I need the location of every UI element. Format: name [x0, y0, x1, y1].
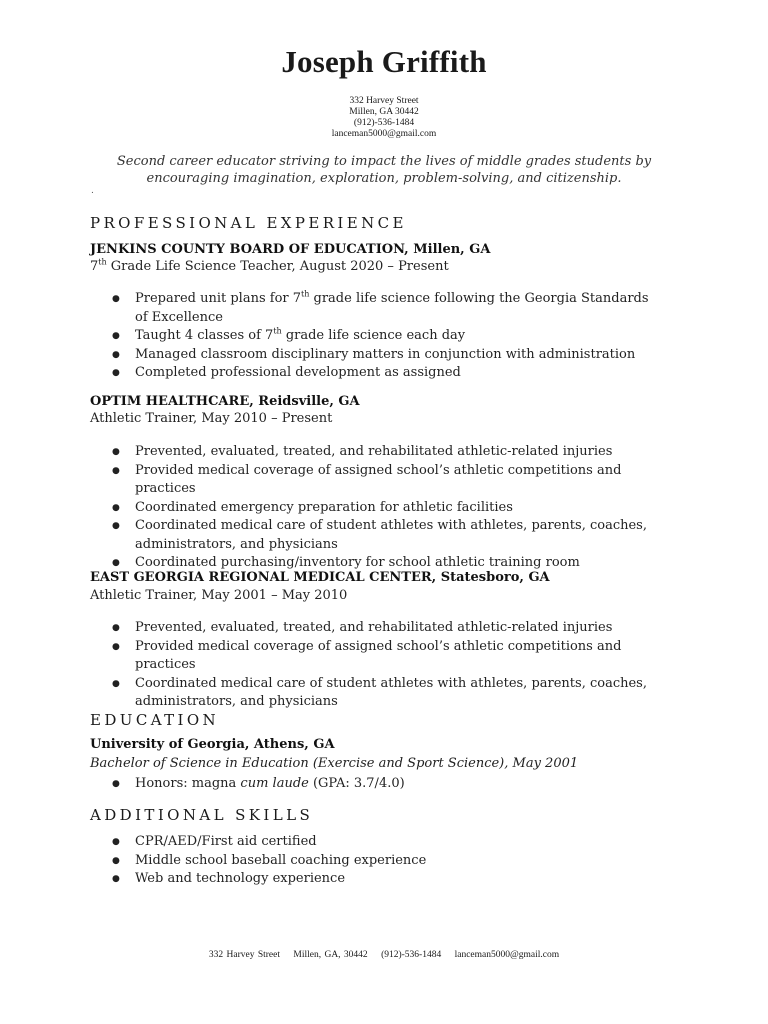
contact-city: Millen, GA 30442: [349, 107, 419, 117]
degree-text: Bachelor of Science in Education (Exercise and Sport Science), May 2001: [90, 756, 579, 771]
footer-email: lanceman5000@gmail.com: [454, 950, 560, 960]
list-item: ● CPR/AED/First aid certified: [90, 833, 650, 852]
role-ordinal-suffix: th: [98, 257, 107, 267]
summary-statement: Second career educator striving to impact the lives of middle grades students by encouraging imagination, exploration, problem-solving, and citizenship.: [116, 154, 652, 186]
bullet-text: Prepared unit plans for 7: [135, 291, 302, 306]
list-item: ● Prevented, evaluated, treated, and rehabilitated athletic-related injuries: [90, 443, 650, 462]
bullet-text: Managed classroom disciplinary matters in conjunction with administration: [135, 346, 636, 362]
contact-block: [0, 96, 768, 140]
honors-text: Honors: magna: [135, 776, 241, 791]
list-item: ● Coordinated emergency preparation for athletic facilities: [90, 499, 650, 518]
list-item: [90, 775, 650, 794]
job-bullets: [90, 619, 650, 712]
job-role: Athletic Trainer, May 2001 – May 2010: [90, 588, 348, 603]
bullet-sup: th: [301, 289, 310, 299]
honors-latin: cum laude: [240, 776, 309, 791]
job-bullets: [90, 443, 650, 573]
list-item: [90, 290, 650, 327]
list-item: ● Coordinated medical care of student athletes with athletes, parents, coaches, administrators, and physicians: [90, 675, 650, 712]
contact-phone: (912)-536-1484: [353, 118, 415, 128]
list-item: [90, 346, 650, 365]
job-role: Athletic Trainer, May 2010 – Present: [90, 411, 333, 426]
bullet-text: grade life science each day: [281, 328, 466, 343]
role-ordinal: 7: [90, 259, 99, 274]
stray-mark: .: [91, 186, 94, 196]
bullet-text: grade life science following the Georgia Standards of Excellence: [135, 291, 649, 325]
footer-address: 332 Harvey Street: [208, 950, 280, 960]
footer-city: Millen, GA, 30442: [293, 950, 368, 960]
role-text: Grade Life Science Teacher, August 2020 – Present: [106, 259, 449, 274]
list-item: ● Middle school baseball coaching experience: [90, 852, 650, 871]
school-name: University of Georgia, Athens, GA: [90, 737, 335, 752]
list-item: ● Provided medical coverage of assigned school’s athletic competitions and practices: [90, 638, 650, 675]
section-title-education: EDUCATION: [90, 711, 220, 729]
footer-phone: (912)-536-1484: [381, 950, 442, 960]
job-bullets: [90, 290, 650, 383]
bullet-text: Taught 4 classes of 7: [135, 328, 274, 343]
list-item: ● Coordinated purchasing/inventory for school athletic training room: [90, 554, 650, 573]
contact-address: 332 Harvey Street: [349, 96, 419, 106]
bullet-text: Completed professional development as assigned: [135, 365, 461, 380]
section-title-experience: PROFESSIONAL EXPERIENCE: [90, 214, 407, 232]
list-item: ● Coordinated medical care of student athletes with athletes, parents, coaches, administrators, and physicians: [90, 517, 650, 554]
honors-gpa: (GPA: 3.7/4.0): [308, 776, 405, 791]
bullet-sup: th: [273, 326, 282, 336]
education-bullets: [90, 775, 650, 794]
list-item: ● Web and technology experience: [90, 870, 650, 889]
job-role: [90, 259, 449, 274]
skills-list: [90, 833, 650, 889]
contact-email: lanceman5000@gmail.com: [331, 129, 437, 139]
job-org: JENKINS COUNTY BOARD OF EDUCATION, Millen, GA: [90, 242, 491, 257]
page-footer: [0, 950, 768, 960]
job-org: EAST GEORGIA REGIONAL MEDICAL CENTER, Statesboro, GA: [90, 570, 550, 585]
job-org: OPTIM HEALTHCARE, Reidsville, GA: [90, 394, 360, 409]
list-item: [90, 364, 650, 383]
applicant-name: Joseph Griffith: [281, 44, 487, 79]
list-item: ● Prevented, evaluated, treated, and rehabilitated athletic-related injuries: [90, 619, 650, 638]
section-title-skills: ADDITIONAL SKILLS: [90, 806, 314, 824]
list-item: [90, 327, 650, 346]
list-item: ● Provided medical coverage of assigned school’s athletic competitions and practices: [90, 462, 650, 499]
